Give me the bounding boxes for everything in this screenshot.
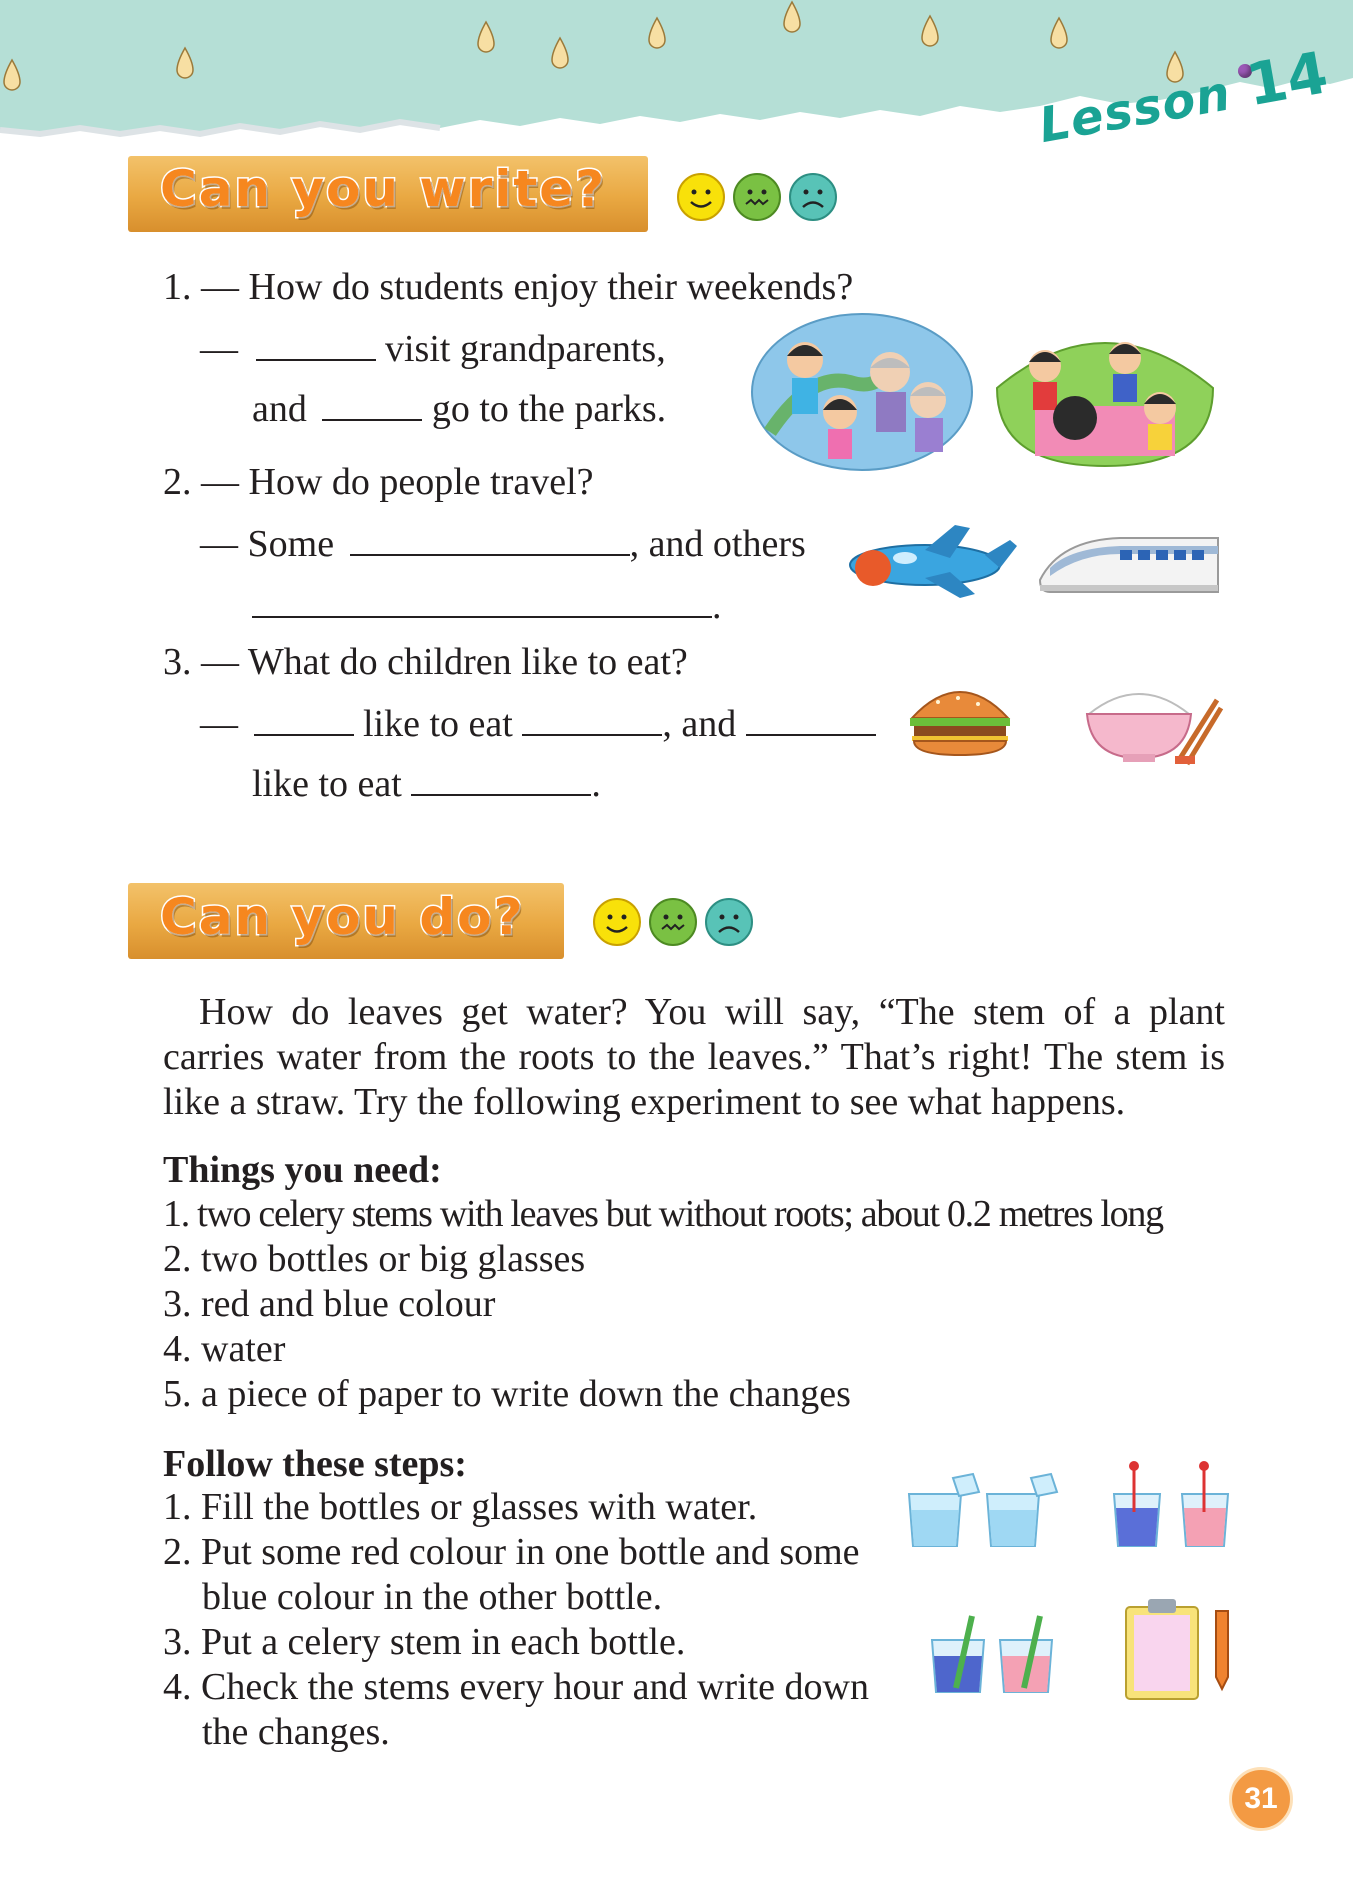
sad-face-icon[interactable] — [704, 897, 754, 947]
train-icon — [1040, 530, 1220, 600]
and-word: , and — [662, 703, 737, 745]
like-to-eat-text: like to eat — [363, 703, 513, 745]
family-visit-illustration — [750, 312, 975, 472]
q3-line3-text: like to eat — [252, 763, 402, 805]
answer-blank[interactable] — [350, 520, 630, 556]
needs-heading: Things you need: — [163, 1149, 442, 1191]
q1-answer-line1 — [200, 325, 666, 371]
need-item: 5. a piece of paper to write down the changes — [163, 1373, 851, 1415]
hamburger-icon — [908, 684, 1012, 758]
q2-question: 2. — How do people travel? — [163, 461, 594, 503]
some-word: Some — [247, 523, 335, 565]
need-item: 4. water — [163, 1328, 286, 1370]
section-title-do: Can you do? — [160, 888, 525, 946]
q2-answer-line1 — [200, 520, 806, 566]
intro-paragraph: How do leaves get water? You will say, “The stem of a plant carries water from the roots to the leaves.” That’s right! The stem is like a straw. Try the following experiment to see what happens. — [163, 991, 1225, 1123]
and-word: and — [252, 388, 307, 430]
page-number: 31 — [1229, 1767, 1293, 1831]
step-item: 4. Check the stems every hour and write down — [163, 1666, 869, 1708]
lesson-word: Lesson — [1034, 65, 1236, 155]
step-item: 2. Put some red colour in one bottle and some — [163, 1531, 860, 1573]
step-item-continued: blue colour in the other bottle. — [202, 1576, 663, 1618]
need-item: 2. two bottles or big glasses — [163, 1238, 586, 1280]
steps-heading: Follow these steps: — [163, 1443, 467, 1485]
step-item: 3. Put a celery stem in each bottle. — [163, 1621, 686, 1663]
section-title-write: Can you write? — [160, 160, 607, 218]
q3-answer-line2 — [252, 760, 601, 806]
dash: — — [200, 703, 238, 745]
step-item-continued: the changes. — [202, 1711, 390, 1753]
q2-answer-line2 — [252, 582, 722, 628]
happy-face-icon[interactable] — [592, 897, 642, 947]
glasses-with-water-illustration — [905, 1472, 1065, 1552]
step-item: 1. Fill the bottles or glasses with water. — [163, 1486, 758, 1528]
park-picnic-illustration — [995, 318, 1215, 468]
clipboard-pencil-illustration — [1120, 1597, 1235, 1702]
dash: — — [200, 523, 238, 565]
answer-blank[interactable] — [522, 700, 662, 736]
need-item: 3. red and blue colour — [163, 1283, 496, 1325]
answer-blank[interactable] — [411, 760, 591, 796]
q3-answer-line1 — [200, 700, 876, 746]
q1-line2-text: visit grandparents, — [385, 328, 666, 370]
answer-blank[interactable] — [746, 700, 876, 736]
answer-blank[interactable] — [252, 582, 712, 618]
worried-face-icon[interactable] — [648, 897, 698, 947]
period: . — [712, 585, 722, 627]
period: . — [591, 763, 601, 805]
rice-bowl-icon — [1083, 680, 1221, 770]
q1-line3-text: go to the parks. — [431, 388, 667, 430]
and-others-text: , and others — [629, 523, 806, 565]
worried-face-icon[interactable] — [732, 172, 782, 222]
q1-question: 1. — How do students enjoy their weekends? — [163, 266, 854, 308]
need-item: 1. two celery stems with leaves but without roots; about 0.2 metres long — [163, 1193, 1163, 1235]
answer-blank[interactable] — [254, 700, 354, 736]
answer-blank[interactable] — [256, 325, 376, 361]
q1-answer-line2 — [252, 385, 666, 431]
answer-blank[interactable] — [322, 385, 422, 421]
lesson-number: 14 — [1241, 38, 1333, 120]
q3-question: 3. — What do children like to eat? — [163, 641, 688, 683]
rating-faces-write — [676, 172, 838, 222]
sad-face-icon[interactable] — [788, 172, 838, 222]
rating-faces-do — [592, 897, 754, 947]
celery-in-glasses-illustration — [928, 1612, 1063, 1697]
colored-water-illustration — [1110, 1460, 1240, 1550]
airplane-icon — [845, 520, 1025, 600]
dash: — — [200, 328, 238, 370]
happy-face-icon[interactable] — [676, 172, 726, 222]
